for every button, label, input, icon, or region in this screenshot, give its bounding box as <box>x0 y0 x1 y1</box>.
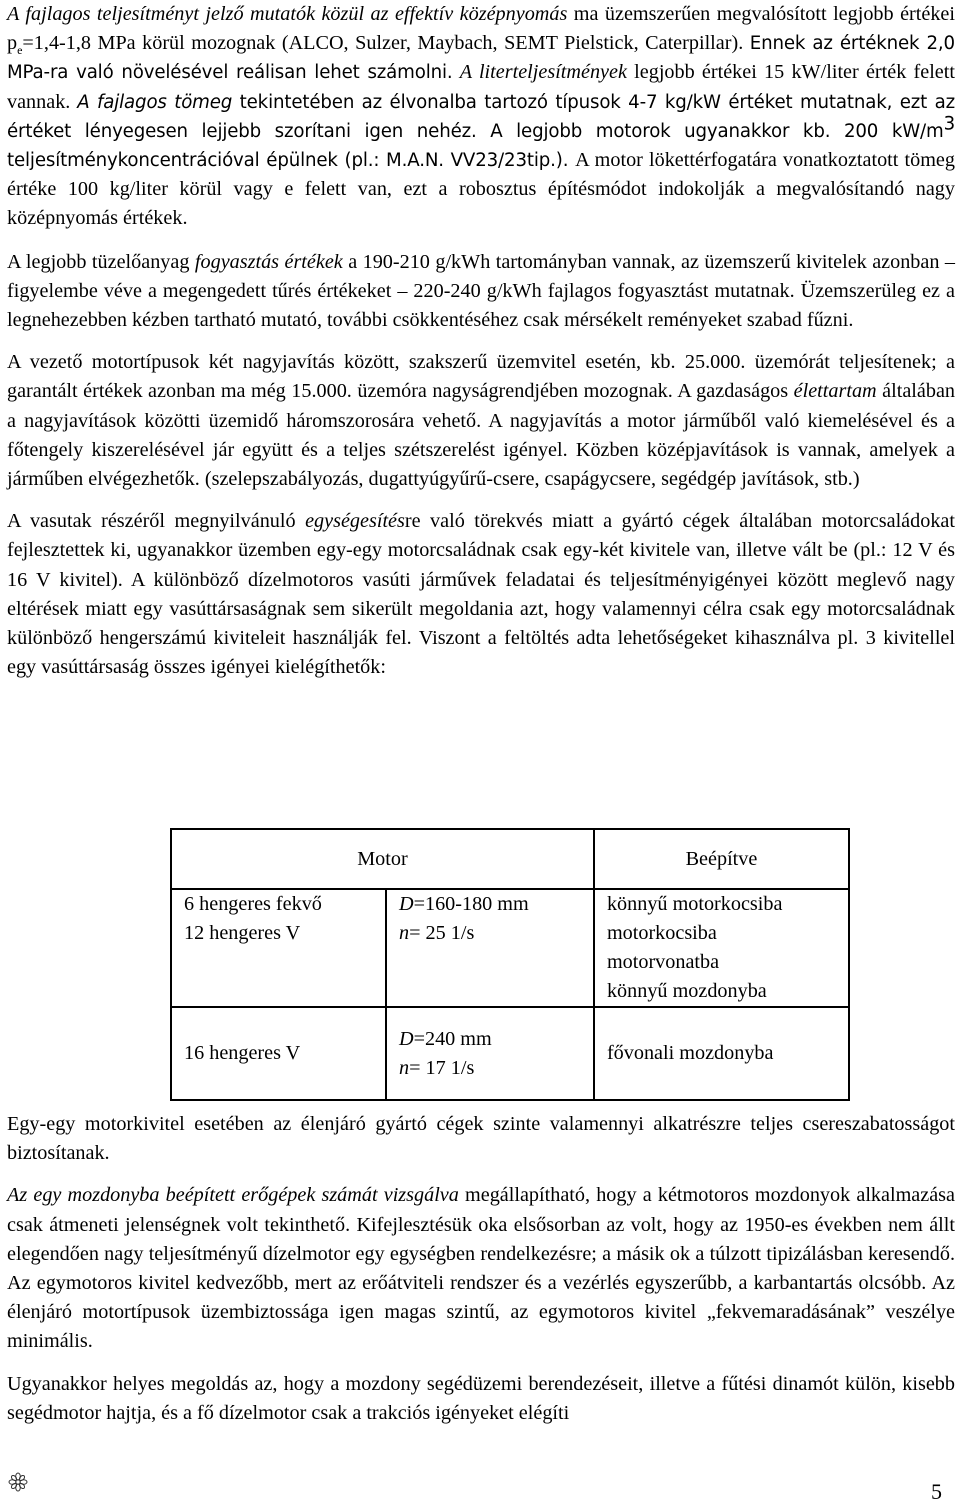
motor-table-container <box>170 828 850 1101</box>
installed-cell: könnyű motorkocsiba motorkocsiba motorvonatba könnyű mozdonyba <box>594 889 849 1007</box>
italic-phrase: A literteljesítmények <box>459 61 627 84</box>
flower-logo-icon <box>8 1472 28 1492</box>
table-row <box>171 889 849 1007</box>
italic-phrase: fogyasztás értékek <box>194 250 343 273</box>
paragraph-engine-count: Az egy mozdonyba beépített erőgépek számát vizsgálva megállapítható, hogy a kétmotoros mozdonyok alkalmazása csak átmeneti jelenségnek volt tekinthető. Kifejlesztésük oka elsősorban az volt, hogy az 1950-es években nem állt elegendően nagy teljesítményű dízelmotor egy egységben rendelkezésre; a másik ok a túlzott tipizálásban keresendő. Az egymotoros kivitel kedvezőbb, mert az erőátviteli rendszer és a vezérlés egyszerűbb, a karbantartás olcsóbb. Az élenjáró motortípusok üzembiztossága igen magas szintű, az egymotoros kivitel „fekvemaradásának” veszélye minimális. <box>7 1184 955 1353</box>
table-row <box>171 1007 849 1100</box>
paragraph-interchangeability: Egy-egy motorkivitel esetében az élenjáró gyártó cégek szinte valamennyi alkatrészre teljes csereszabatosságot biztosítanak. <box>7 1113 955 1165</box>
page-body-lower <box>7 1110 955 1441</box>
parameter-cell: D=240 mm n= 17 1/s <box>386 1007 594 1100</box>
table-header-row <box>171 829 849 889</box>
installed-cell: fővonali mozdonyba <box>594 1007 849 1100</box>
motor-cell: 16 hengeres V <box>171 1007 386 1100</box>
page-body <box>7 0 955 695</box>
paragraph-performance-indicators: A fajlagos teljesítményt jelző mutatók közül az effektív középnyomás ma üzemszerűen megvalósított legjobb értékei $p_e=1,4-1,8$ MPa körül mozognak (ALCO, Sulzer, Maybach, SEMT Pielstick, Caterpillar). Ennek az értéknek 2,0 MPa-ra való növelésével reálisan lehet számolni. A literteljesítmények legjobb értékei 15 kW/liter érték felett vannak. A fajlagos tömeg tekintetében az élvonalba tartozó típusok 4-7 kg/kW értéket mutatnak, ezt az értéket lényegesen lejjebb szorítani igen nehéz. A legjobb motorok ugyanakkor kb. 200 $kW/m^3$ teljesítménykoncentrációval épülnek (pl.: M.A.N. VV23/23tip.). A motor lökettérfogatára vonatkoztatott tömeg értéke 100 kg/liter körül vagy e felett van, ezt a robosztus építésmódot indokolják a megvalósítandó nagy középnyomás értékek. <box>7 3 955 230</box>
header-motor: Motor <box>171 829 594 889</box>
motor-table <box>170 828 850 1101</box>
header-installed: Beépítve <box>594 829 849 889</box>
paragraph-lifetime: A vezető motortípusok két nagyjavítás között, szakszerű üzemvitel esetén, kb. 25.000. üzemórát teljesítenek; a garantált értékek azonban ma még 15.000. üzemóra nagyságrendjében mozognak. A gazdaságos élettartam általában a nagyjavítások közötti üzemidő háromszorosára vehető. A nagyjavítás a motor járműből való kiemelésével és a főtengely kiszerelésével jár együtt és a teljes szétszerelést igényel. Közben középjavítások is vannak, amelyek a járműben elvégezhetők. (szelepszabályozás, dugattyúgyűrű-csere, csapágycsere, segédgép javítások, stb.) <box>7 351 956 491</box>
italic-phrase: egységesítés <box>305 510 405 533</box>
paragraph-fuel-consumption: A legjobb tüzelőanyag fogyasztás értékek a 190-210 g/kWh tartományban vannak, az üzemszerű kivitelek azonban – figyelembe véve a megengedett tűrés értékeket – 220-240 g/kWh fajlagos fogyasztást mutatnak. Üzemszerüleg ez a legnehezebben kézben tartható mutató, további csökkentéséhez csak mérsékelt reményeket szabad fűzni. <box>7 250 955 332</box>
italic-phrase: A fajlagos teljesítményt jelző mutatók közül az effektív középnyomás <box>7 3 568 25</box>
page-number: 5 <box>931 1479 942 1504</box>
motor-cell: 6 hengeres fekvő 12 hengeres V <box>171 889 386 1007</box>
parameter-cell: D=160-180 mm n= 25 1/s <box>386 889 594 1007</box>
italic-phrase: Az egy mozdonyba beépített erőgépek számát vizsgálva <box>7 1184 459 1207</box>
paragraph-auxiliary: Ugyanakkor helyes megoldás az, hogy a mozdony segédüzemi berendezéseit, illetve a fűtési dinamót külön, kisebb segédmotor hajtja, és a fő dízelmotor csak a trakciós igényeket elégíti <box>7 1372 955 1424</box>
paragraph-standardization: A vasutak részéről megnyilvánuló egységesítésre való törekvés miatt a gyártó cégek általában motorcsaládokat fejlesztettek ki, ugyanakkor üzemben egy-egy motorcsaládnak csak egy-két kivitele van, illetve vált be (pl.: 12 V és 16 V kivitel). A különböző dízelmotoros vasúti járművek feladatai és teljesítményigényei között meglevő nagy eltérések miatt egy vasúttársaságnak sem sikerült megoldania azt, hogy valamennyi célra csak egy motorcsaládnak különböző hengerszámú kiviteleit használják fel. Viszont a feltöltés adta lehetőségeket kihasználva pl. 3 kivitellel egy vasúttársaság összes igényei kielégíthetők: <box>7 510 955 679</box>
italic-phrase: A fajlagos tömeg <box>77 91 233 113</box>
italic-phrase: élettartam <box>793 380 877 403</box>
